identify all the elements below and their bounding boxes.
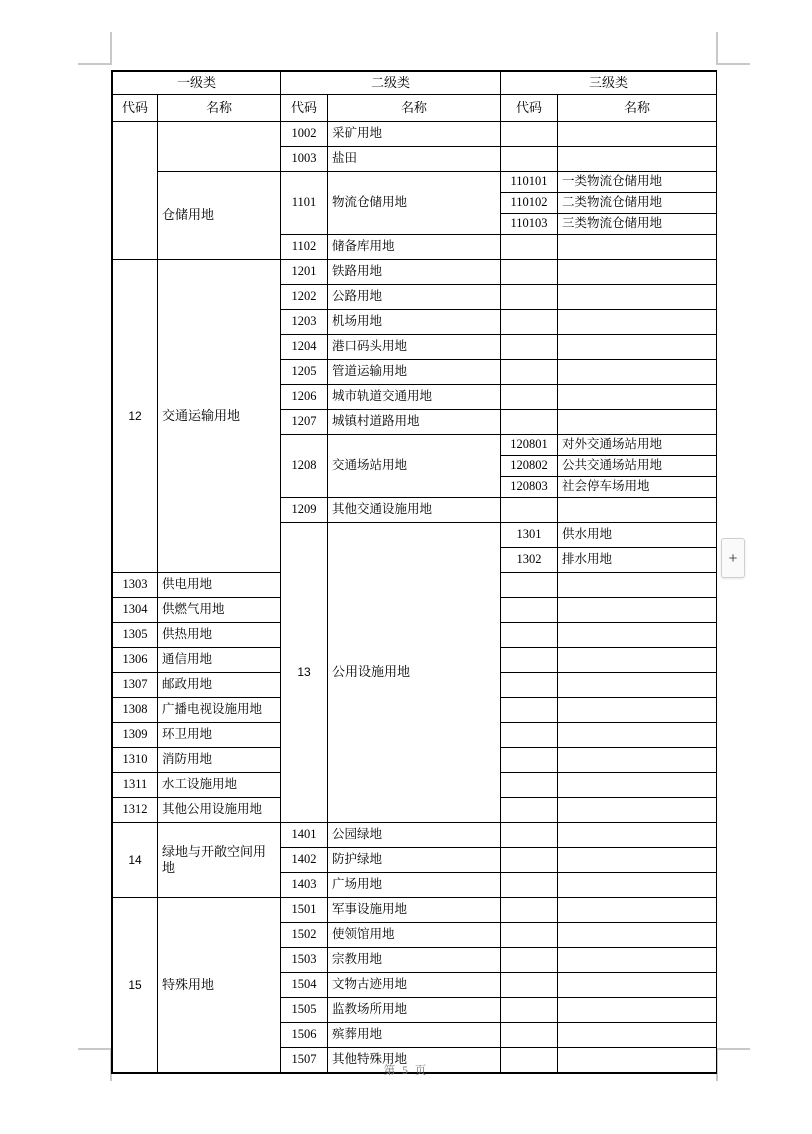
cell-level2-code: 1209	[281, 498, 328, 523]
cell-level2-name: 公园绿地	[328, 823, 501, 848]
header-level1-name: 名称	[158, 95, 281, 122]
cell-level2-code: 1102	[281, 235, 328, 260]
margin-guide-top-right	[716, 63, 750, 65]
cell-level3-code	[501, 147, 558, 172]
cell-level3-code	[501, 673, 558, 698]
plus-icon: +	[728, 549, 738, 567]
cell-level3-code	[501, 623, 558, 648]
margin-guide-bottom-right	[716, 1048, 750, 1050]
cell-level3-name	[558, 723, 717, 748]
cell-level3-code: 110101	[501, 172, 558, 193]
cell-level2-name: 机场用地	[328, 310, 501, 335]
cell-level3-code: 120801	[501, 435, 558, 456]
cell-level3-code	[501, 598, 558, 623]
table-header-group-row	[113, 72, 717, 95]
header-group-level2: 二级类	[281, 72, 501, 95]
cell-level2-code: 1501	[281, 898, 328, 923]
cell-level3-code	[501, 898, 558, 923]
cell-level2-name: 储备库用地	[328, 235, 501, 260]
cell-level3-name	[558, 335, 717, 360]
cell-level3-name: 公共交通场站用地	[558, 456, 717, 477]
cell-level3-code	[501, 698, 558, 723]
cell-level3-name	[558, 673, 717, 698]
land-use-classification-table	[112, 71, 716, 1073]
cell-level3-name	[558, 385, 717, 410]
cell-level3-code	[501, 310, 558, 335]
cell-level2-code: 1002	[281, 122, 328, 147]
cell-level1-name: 仓储用地	[158, 172, 281, 260]
cell-level2-name: 城市轨道交通用地	[328, 385, 501, 410]
cell-level3-code	[501, 285, 558, 310]
cell-level1-name	[158, 122, 281, 172]
cell-level3-name	[558, 873, 717, 898]
header-level2-code: 代码	[281, 95, 328, 122]
cell-level2-code: 1304	[113, 598, 158, 623]
cell-level1-code: 12	[113, 260, 158, 573]
table-row	[113, 823, 717, 848]
cell-level2-name: 物流仓储用地	[328, 172, 501, 235]
cell-level2-name: 其他特殊用地	[328, 1048, 501, 1073]
cell-level2-code: 1310	[113, 748, 158, 773]
cell-level2-code: 1203	[281, 310, 328, 335]
cell-level3-code	[501, 360, 558, 385]
cell-level2-code: 1311	[113, 773, 158, 798]
cell-level2-name: 交通场站用地	[328, 435, 501, 498]
cell-level3-code	[501, 335, 558, 360]
margin-guide-left-top	[110, 32, 112, 65]
cell-level3-code	[501, 498, 558, 523]
cell-level2-name: 宗教用地	[328, 948, 501, 973]
header-level2-name: 名称	[328, 95, 501, 122]
cell-level2-code: 1204	[281, 335, 328, 360]
cell-level3-name	[558, 598, 717, 623]
cell-level2-code: 1503	[281, 948, 328, 973]
cell-level3-code	[501, 873, 558, 898]
cell-level2-code: 1506	[281, 1023, 328, 1048]
cell-level3-code	[501, 798, 558, 823]
cell-level3-name	[558, 698, 717, 723]
cell-level3-name	[558, 923, 717, 948]
cell-level2-name: 防护绿地	[328, 848, 501, 873]
cell-level1-code: 15	[113, 898, 158, 1073]
cell-level2-name: 广场用地	[328, 873, 501, 898]
page-number-label: 第 5 页	[383, 1065, 429, 1077]
margin-guide-top-left	[78, 63, 112, 65]
cell-level1-name: 交通运输用地	[158, 260, 281, 573]
cell-level3-name	[558, 648, 717, 673]
cell-level3-code: 120802	[501, 456, 558, 477]
cell-level3-name	[558, 623, 717, 648]
cell-level1-name: 公用设施用地	[328, 523, 501, 823]
table-row	[113, 172, 717, 193]
table-row	[113, 122, 717, 147]
cell-level3-code	[501, 648, 558, 673]
header-level1-code: 代码	[113, 95, 158, 122]
cell-level3-name	[558, 848, 717, 873]
cell-level2-name: 监教场所用地	[328, 998, 501, 1023]
cell-level3-name	[558, 360, 717, 385]
cell-level3-code	[501, 1023, 558, 1048]
cell-level2-name: 军事设施用地	[328, 898, 501, 923]
cell-level3-name	[558, 310, 717, 335]
cell-level3-code	[501, 823, 558, 848]
header-group-level3: 三级类	[501, 72, 717, 95]
table-row	[113, 260, 717, 285]
cell-level2-name: 排水用地	[558, 548, 717, 573]
cell-level2-name: 供燃气用地	[158, 598, 281, 623]
cell-level3-code	[501, 923, 558, 948]
cell-level3-name	[558, 498, 717, 523]
cell-level1-code	[113, 122, 158, 260]
cell-level3-name: 二类物流仓储用地	[558, 193, 717, 214]
cell-level2-code: 1307	[113, 673, 158, 698]
cell-level3-code: 110102	[501, 193, 558, 214]
cell-level3-name: 三类物流仓储用地	[558, 214, 717, 235]
cell-level3-code	[501, 573, 558, 598]
cell-level3-code	[501, 723, 558, 748]
cell-level3-name	[558, 260, 717, 285]
cell-level2-code: 1305	[113, 623, 158, 648]
cell-level2-name: 环卫用地	[158, 723, 281, 748]
table-row	[113, 898, 717, 923]
cell-level1-code: 13	[281, 523, 328, 823]
cell-level3-name	[558, 235, 717, 260]
cell-level3-code	[501, 385, 558, 410]
table-body	[113, 122, 717, 1073]
table-header-sub-row	[113, 95, 717, 122]
cell-level2-code: 1303	[113, 573, 158, 598]
cell-level2-code: 1003	[281, 147, 328, 172]
cell-level3-name	[558, 573, 717, 598]
cell-level2-code: 1507	[281, 1048, 328, 1073]
cell-level2-name: 邮政用地	[158, 673, 281, 698]
cell-level2-name: 供热用地	[158, 623, 281, 648]
cell-level3-code: 120803	[501, 477, 558, 498]
header-level3-name: 名称	[558, 95, 717, 122]
cell-level3-name	[558, 147, 717, 172]
cell-level1-name: 特殊用地	[158, 898, 281, 1073]
header-group-level1: 一级类	[113, 72, 281, 95]
cell-level2-code: 1201	[281, 260, 328, 285]
cell-level2-code: 1306	[113, 648, 158, 673]
cell-level2-name: 管道运输用地	[328, 360, 501, 385]
cell-level2-name: 港口码头用地	[328, 335, 501, 360]
cell-level3-name	[558, 898, 717, 923]
cell-level2-name: 盐田	[328, 147, 501, 172]
cell-level2-code: 1101	[281, 172, 328, 235]
cell-level2-name: 供水用地	[558, 523, 717, 548]
cell-level2-code: 1206	[281, 385, 328, 410]
cell-level2-name: 消防用地	[158, 748, 281, 773]
cell-level3-name	[558, 973, 717, 998]
cell-level2-name: 供电用地	[158, 573, 281, 598]
cell-level2-code: 1302	[501, 548, 558, 573]
cell-level1-code: 14	[113, 823, 158, 898]
cell-level3-code	[501, 773, 558, 798]
margin-guide-bottom-left	[78, 1048, 112, 1050]
cell-level2-name: 采矿用地	[328, 122, 501, 147]
cell-level3-name	[558, 798, 717, 823]
cell-level3-code	[501, 748, 558, 773]
cell-level3-code	[501, 260, 558, 285]
cell-level3-code	[501, 235, 558, 260]
cell-level2-code: 1312	[113, 798, 158, 823]
cell-level2-code: 1403	[281, 873, 328, 898]
cell-level3-name	[558, 823, 717, 848]
cell-level3-name	[558, 773, 717, 798]
cell-level2-code: 1309	[113, 723, 158, 748]
table-insert-plus-button[interactable]	[721, 538, 745, 578]
cell-level2-name: 其他交通设施用地	[328, 498, 501, 523]
cell-level3-name	[558, 748, 717, 773]
cell-level1-name: 绿地与开敞空间用地	[158, 823, 281, 898]
cell-level3-name: 一类物流仓储用地	[558, 172, 717, 193]
cell-level2-name: 城镇村道路用地	[328, 410, 501, 435]
page-footer	[0, 1062, 812, 1078]
cell-level3-name	[558, 1023, 717, 1048]
cell-level2-name: 使领馆用地	[328, 923, 501, 948]
cell-level3-code	[501, 948, 558, 973]
header-level3-code: 代码	[501, 95, 558, 122]
cell-level3-name: 社会停车场用地	[558, 477, 717, 498]
cell-level2-code: 1308	[113, 698, 158, 723]
cell-level2-name: 铁路用地	[328, 260, 501, 285]
cell-level3-code	[501, 122, 558, 147]
cell-level3-code	[501, 410, 558, 435]
cell-level3-name	[558, 122, 717, 147]
cell-level2-name: 文物古迹用地	[328, 973, 501, 998]
cell-level2-name: 水工设施用地	[158, 773, 281, 798]
cell-level3-code	[501, 998, 558, 1023]
cell-level2-name: 通信用地	[158, 648, 281, 673]
cell-level3-code	[501, 848, 558, 873]
cell-level3-name	[558, 948, 717, 973]
cell-level3-code	[501, 973, 558, 998]
cell-level2-code: 1208	[281, 435, 328, 498]
cell-level2-code: 1505	[281, 998, 328, 1023]
cell-level3-name: 对外交通场站用地	[558, 435, 717, 456]
cell-level2-code: 1502	[281, 923, 328, 948]
cell-level2-code: 1401	[281, 823, 328, 848]
cell-level3-name	[558, 285, 717, 310]
cell-level2-name: 广播电视设施用地	[158, 698, 281, 723]
cell-level3-name	[558, 998, 717, 1023]
cell-level2-code: 1205	[281, 360, 328, 385]
cell-level2-code: 1301	[501, 523, 558, 548]
cell-level2-code: 1402	[281, 848, 328, 873]
cell-level3-code: 110103	[501, 214, 558, 235]
cell-level2-code: 1504	[281, 973, 328, 998]
cell-level3-name	[558, 410, 717, 435]
cell-level2-name: 公路用地	[328, 285, 501, 310]
cell-level2-code: 1207	[281, 410, 328, 435]
cell-level2-name: 殡葬用地	[328, 1023, 501, 1048]
cell-level2-name: 其他公用设施用地	[158, 798, 281, 823]
margin-guide-right-top	[716, 32, 718, 65]
cell-level2-code: 1202	[281, 285, 328, 310]
